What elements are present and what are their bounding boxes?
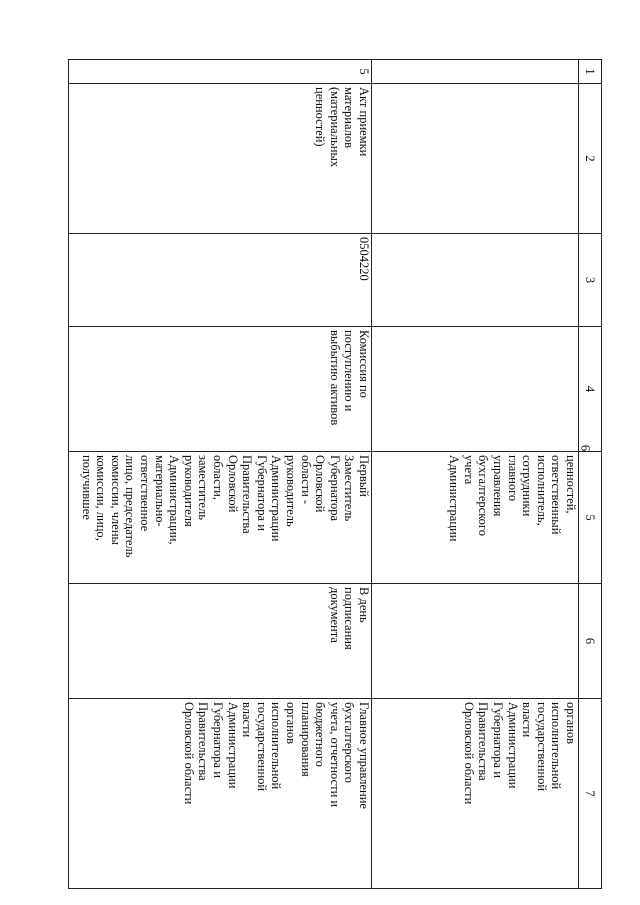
header-cell: 7 xyxy=(579,699,602,889)
header-cell: 1 xyxy=(579,60,602,84)
table-cell xyxy=(372,60,579,84)
table-row-continued xyxy=(372,60,579,889)
table-cell xyxy=(69,452,372,584)
cell-text: ценностей, ответственный исполнитель, сотрудники главного управления бухгалтерского учета Администрации xyxy=(447,455,578,542)
header-cell: 2 xyxy=(579,84,602,234)
cell-text: органов исполнительной государственной власти Администрации Губернатора и Правительства Орловской области xyxy=(461,702,578,805)
cell-text: Главное управление бухгалтерского учета, отчетности и бюджетного планирования органов исполнительной государственной власти Администрации Губернатора и Правительства Орловской области xyxy=(181,702,371,809)
cell-text: Первый Заместитель Губернатора Орловской области - руководитель Администрации Губернатора и Правительства Орловской области, заместитель руководителя Администрации, материально- ответственное лицо, председатель комиссии, члены комиссии, лицо, получившее xyxy=(79,455,371,558)
table-cell xyxy=(372,84,579,234)
table-cell xyxy=(372,584,579,699)
table-cell xyxy=(69,327,372,452)
table-cell xyxy=(372,327,579,452)
cell-text: Акт приемки материалов (материальных ценностей) xyxy=(313,87,371,168)
table-cell xyxy=(372,699,579,889)
cell-text: Комиссия по поступлению и выбытию активов xyxy=(327,330,371,426)
document-table xyxy=(68,59,602,889)
table-row xyxy=(69,60,372,889)
table-cell xyxy=(372,234,579,327)
cell-text: В день подписания документа xyxy=(327,587,371,650)
page-number: 6 xyxy=(578,444,594,452)
header-cell: 6 xyxy=(579,584,602,699)
header-cell: 5 xyxy=(579,452,602,584)
document-name-cell xyxy=(69,84,372,234)
header-cell: 3 xyxy=(579,234,602,327)
table-cell xyxy=(69,584,372,699)
table-header-row xyxy=(579,60,602,889)
form-code-cell xyxy=(69,234,372,327)
row-number-cell: 5 xyxy=(69,60,372,84)
rotated-page xyxy=(54,59,602,888)
cell-text: 0504220 xyxy=(357,237,371,281)
table-cell xyxy=(372,452,579,584)
table-cell xyxy=(69,699,372,889)
header-cell: 4 xyxy=(579,327,602,452)
